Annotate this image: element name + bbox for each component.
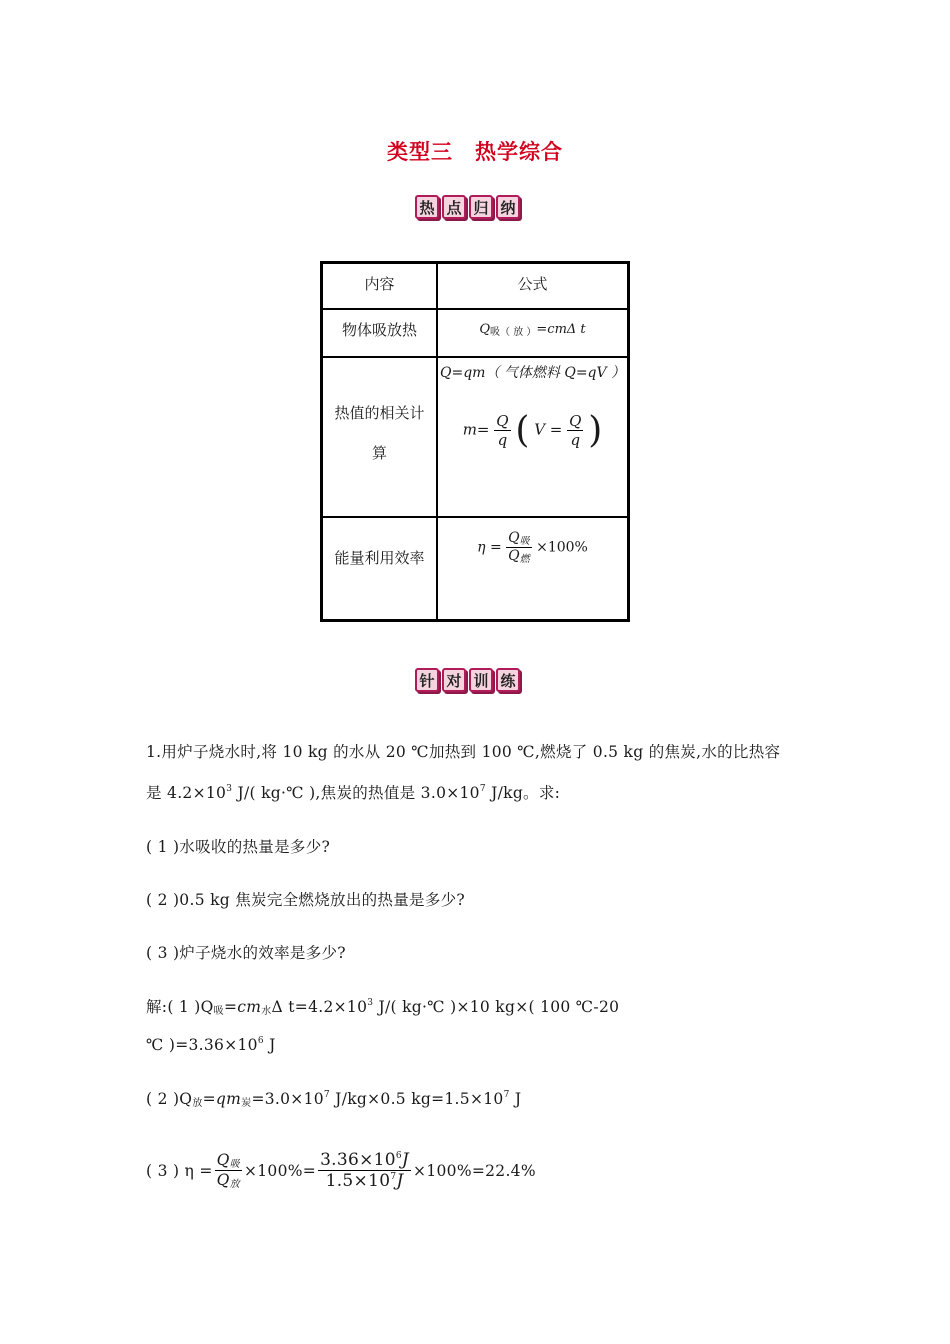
badge-char: 练 — [496, 668, 520, 692]
solution-3: ( 3 ) η = $\frac{Q_吸}{Q_放}$ ×100%= $\frac{3.36\times 10^6J}{1.5\times 10^7J}$ ×100%=22.4% — [146, 1150, 536, 1191]
formula-table — [320, 261, 630, 622]
row-formula-efficiency: η = $\frac{Q_吸}{Q_燃}$ ×100% — [437, 517, 629, 621]
question-3: ( 3 )炉子烧水的效率是多少? — [146, 944, 346, 962]
row-label-calorific: 热值的相关计 算 — [322, 357, 438, 517]
mass-formula: m= $\frac{Q}{q}$ ( V = $\frac{Q}{q}$ ) — [462, 409, 603, 451]
question-1: ( 1 )水吸收的热量是多少? — [146, 838, 331, 856]
row-formula-heat: $Q_{吸( 放 )}=cm\Delta$ t — [437, 309, 629, 357]
problem-line-2: 是 $4.2\times 10^3$ J/( kg·℃ ),焦炭的热值是 $3.0\times 10^7$ J/kg。求: — [146, 784, 561, 802]
section-badge-practice — [415, 668, 520, 692]
badge-char: 针 — [415, 668, 439, 692]
table-header-content: 内容 — [322, 263, 438, 309]
section-badge-summary — [415, 195, 520, 219]
badge-char: 对 — [442, 668, 466, 692]
badge-char: 纳 — [496, 195, 520, 219]
badge-char: 训 — [469, 668, 493, 692]
table-header-formula: 公式 — [437, 263, 629, 309]
badge-char: 归 — [469, 195, 493, 219]
page-title: 类型三 热学综合 — [387, 140, 563, 164]
solution-2: ( 2 )$Q_放=qm_炭=3.0\times 10^7$ J/kg×0.5 $kg=1.5\times 10^7$ J — [146, 1090, 522, 1109]
question-2: ( 2 )0.5 kg 焦炭完全燃烧放出的热量是多少? — [146, 891, 466, 909]
problem-line-1: 1.用炉子烧水时,将 10 kg 的水从 20 ℃加热到 100 ℃,燃烧了 0.5 kg 的焦炭,水的比热容 — [146, 743, 781, 761]
solution-1-line-1: 解:( 1 )$Q_吸=cm_水\Delta$ $t=4.2\times 10^3$ J/( kg·℃ )×10 kg×( 100 ℃-20 — [146, 998, 620, 1017]
row-label-efficiency: 能量利用效率 — [322, 517, 438, 621]
row-formula-calorific: Q=qm（ 气体燃料 Q=qV ） m= $\frac{Q}{q}$ ( V = $\frac{Q}{q}$ ) — [437, 357, 629, 517]
badge-char: 热 — [415, 195, 439, 219]
row-label-heat: 物体吸放热 — [322, 309, 438, 357]
badge-char: 点 — [442, 195, 466, 219]
solution-1-line-2: ℃ )$=3.36\times 10^6$ J — [146, 1036, 276, 1054]
